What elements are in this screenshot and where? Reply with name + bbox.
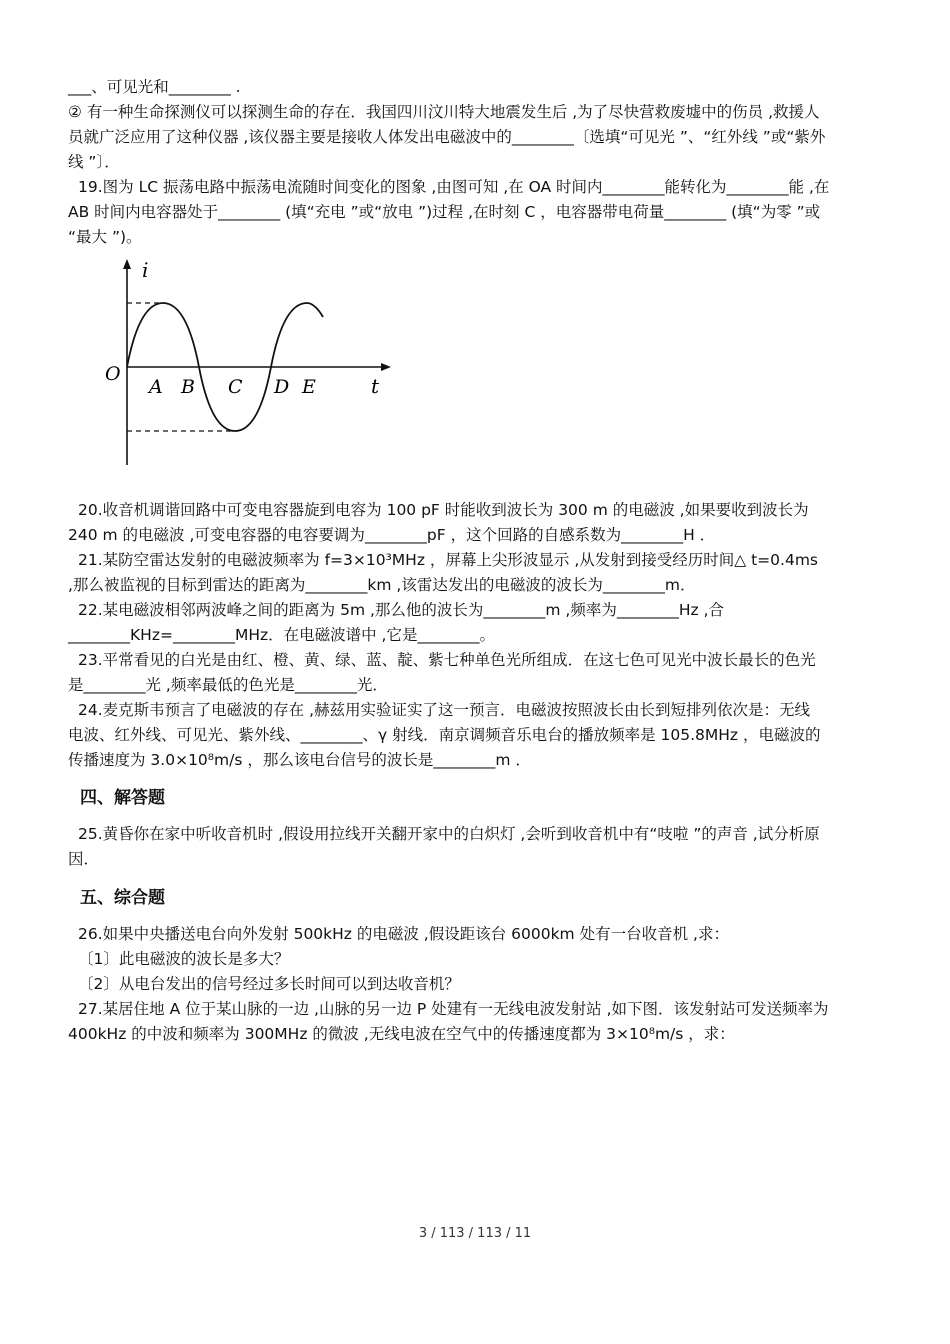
text-line: 传播速度为 3.0×10⁸m/s ，那么该电台信号的波长是________m ． — [68, 751, 531, 769]
y-axis-label: i — [142, 258, 149, 282]
question-22: 22.某电磁波相邻两波峰之间的距离为 5m ,那么他的波长为________m ,频率为________Hz ,合 — [78, 601, 724, 619]
question-20: 20.收音机调谐回路中可变电容器旋到电容为 100 pF 时能收到波长为 300 m 的电磁波 ,如果要收到波长为 — [78, 501, 809, 519]
text-line: 因． — [68, 850, 100, 868]
point-label-d: D — [274, 376, 290, 398]
point-label-a: A — [149, 376, 163, 398]
question-21: 21.某防空雷达发射的电磁波频率为 f=3×10³MHz ，屏幕上尖形波显示 ,从发射到接受经历时间△ t=0.4ms — [78, 551, 818, 569]
lc-oscillation-graph — [95, 255, 395, 470]
question-27: 27.某居住地 A 位于某山脉的一边 ,山脉的另一边 P 处建有一无线电波发射站 ,如下图．该发射站可发送频率为 — [78, 1000, 829, 1018]
section-heading: 四、解答题 — [80, 788, 165, 808]
text-line: 240 m 的电磁波 ,可变电容器的电容要调为________pF ，这个回路的自感系数为________H ． — [68, 526, 716, 544]
text-line: AB 时间内电容器处于________ (填“充电 ”或“放电 ”)过程 ,在时刻 C ，电容器带电荷量________ (填“为零 ”或 — [68, 203, 821, 221]
question-26: 26.如果中央播送电台向外发射 500kHz 的电磁波 ,假设距该台 6000km 处有一台收音机 ,求： — [78, 925, 729, 943]
text-line: ,那么被监视的目标到雷达的距离为________km ,该雷达发出的电磁波的波长为________m． — [68, 576, 696, 594]
origin-label: O — [105, 363, 121, 385]
x-axis-arrow — [381, 363, 391, 371]
text-line: 400kHz 的中波和频率为 300MHz 的微波 ,无线电波在空气中的传播速度都为 3×10⁸m/s ，求： — [68, 1025, 735, 1043]
text-line: 是________光 ,频率最低的色光是________光． — [68, 676, 388, 694]
text-line: 员就广泛应用了这种仪器 ,该仪器主要是接收人体发出电磁波中的________〔选填“可见光 ”、“红外线 ”或“紫外 — [68, 128, 826, 146]
question-24: 24.麦克斯韦预言了电磁波的存在 ,赫兹用实验证实了这一预言．电磁波按照波长由长到短排列依次是：无线 — [78, 701, 811, 719]
text-line: ② 有一种生命探测仪可以探测生命的存在．我国四川汶川特大地震发生后 ,为了尽快营救废墟中的伤员 ,救援人 — [68, 103, 820, 121]
y-axis-arrow — [123, 259, 131, 269]
text-line: ___、可见光和________ . — [68, 78, 241, 96]
question-19: 19.图为 LC 振荡电路中振荡电流随时间变化的图象 ,由图可知 ,在 OA 时间内________能转化为________能 ,在 — [78, 178, 830, 196]
x-axis-label: t — [371, 374, 380, 398]
question-23: 23.平常看见的白光是由红、橙、黄、绿、蓝、靛、紫七种单色光所组成．在这七色可见光中波长最长的色光 — [78, 651, 816, 669]
point-label-c: C — [228, 376, 243, 398]
point-label-e: E — [302, 376, 316, 398]
text-line: ________KHz=________MHz．在电磁波谱中 ,它是________。 — [68, 626, 495, 644]
section-heading: 五、综合题 — [80, 888, 165, 908]
text-line: 线 ”〕． — [68, 153, 120, 171]
page-footer: 3 / 113 / 113 / 11 — [418, 1226, 532, 1241]
sub-question: 〔2〕从电台发出的信号经过多长时间可以到达收音机？ — [78, 975, 460, 993]
text-line: 电波、红外线、可见光、紫外线、________、γ 射线．南京调频音乐电台的播放频率是 105.8MHz ，电磁波的 — [68, 726, 821, 744]
question-25: 25.黄昏你在家中听收音机时 ,假设用拉线开关翻开家中的白炽灯 ,会听到收音机中有“吱啦 ”的声音 ,试分析原 — [78, 825, 820, 843]
point-label-b: B — [181, 376, 195, 398]
sub-question: 〔1〕此电磁波的波长是多大？ — [78, 950, 290, 968]
text-line: “最大 ”)。 — [68, 228, 142, 246]
